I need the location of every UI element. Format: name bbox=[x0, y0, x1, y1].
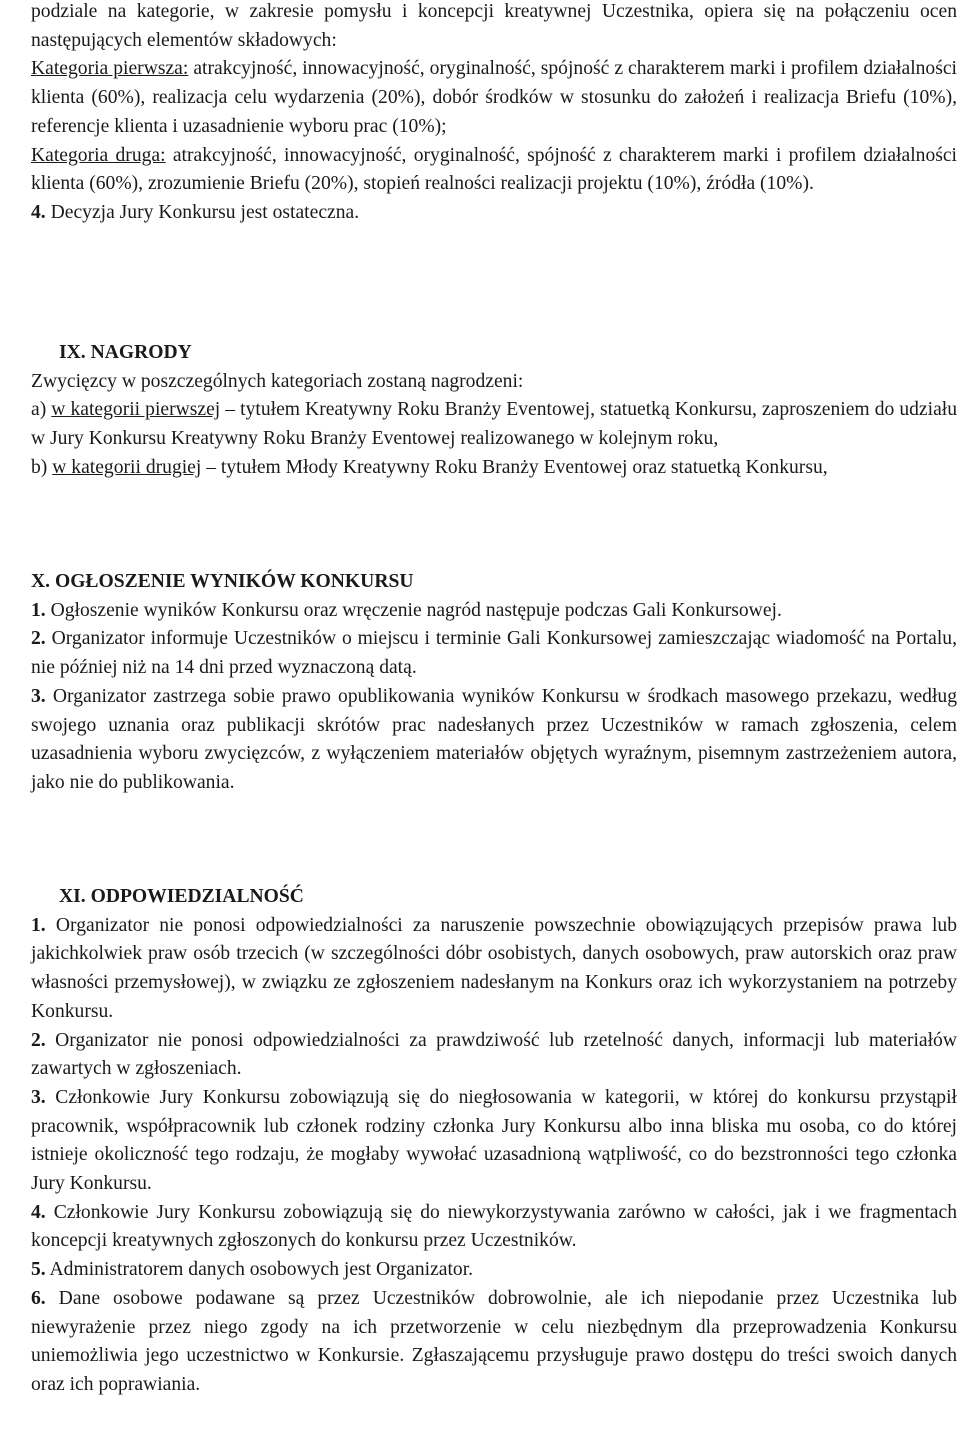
list-marker-b: b) bbox=[31, 456, 53, 478]
section-heading-x: X. OGŁOSZENIE WYNIKÓW KONKURSU bbox=[31, 571, 414, 592]
item-text: Organizator nie ponosi odpowiedzialności za naruszenie powszechnie obowiązujących przepisów prawa lub jakichkolwiek praw osób trzecich (w szczególności dóbr osobistych, danych osobowych, praw autorskich oraz praw własności przemysłowej), w związku ze zgłoszeniem nadesłanym na Konkurs oraz ich wykorzystaniem na potrzeby Konkursu. bbox=[31, 914, 957, 1022]
item-text: Organizator zastrzega sobie prawo opublikowania wyników Konkursu w środkach masowego przekazu, według swojego uznania oraz publikacji skrótów prac nadesłanych przez Uczestników w ramach zgłoszenia, celem uzasadnienia wyboru zwycięzców, z wyłączeniem materiałów objętych wyraźnym, pisemnym zastrzeżeniem autora, jako nie do publikowania. bbox=[31, 685, 957, 793]
section-odpowiedzialnosc bbox=[31, 883, 957, 1400]
category-one-text: atrakcyjność, innowacyjność, oryginalność, spójność z charakterem marki i profilem działalności klienta (60%), realizacja celu wydarzenia (20%), dobór środków w stosunku do założeń i realizacja Briefu (10%), referencje klienta i uzasadnienie wyboru prac (10%); bbox=[31, 58, 957, 137]
jury-decision-item bbox=[31, 199, 957, 228]
category-two-label: Kategoria druga: bbox=[31, 144, 166, 166]
item-text: Organizator nie ponosi odpowiedzialności za prawdziwość lub rzetelność danych, informacji lub materiałów zawartych w zgłoszeniach. bbox=[31, 1029, 957, 1080]
list-item bbox=[31, 1084, 957, 1199]
section-heading-xi: XI. ODPOWIEDZIALNOŚĆ bbox=[59, 886, 304, 907]
prize-category-one bbox=[31, 396, 957, 453]
item-number: 4. bbox=[31, 201, 46, 223]
item-number: 6. bbox=[31, 1287, 46, 1309]
list-item bbox=[31, 912, 957, 1027]
list-item bbox=[31, 1285, 957, 1400]
prizes-intro: Zwycięzcy w poszczególnych kategoriach zostaną nagrodzeni: bbox=[31, 370, 524, 392]
prize-category-two bbox=[31, 454, 957, 483]
section-heading-ix: IX. NAGRODY bbox=[59, 342, 192, 363]
item-number: 3. bbox=[31, 1086, 46, 1108]
list-item bbox=[31, 597, 957, 626]
item-number: 1. bbox=[31, 599, 46, 621]
prize-category-two-label: w kategorii drugiej bbox=[52, 456, 202, 478]
item-text: Administratorem danych osobowych jest Organizator. bbox=[45, 1259, 474, 1281]
category-two-text: atrakcyjność, innowacyjność, oryginalność, spójność z charakterem marki i profilem działalności klienta (60%), zrozumienie Briefu (20%), stopień realności realizacji projektu (10%), źródła (10%). bbox=[31, 144, 958, 195]
list-item bbox=[31, 1256, 957, 1285]
list-item bbox=[31, 683, 957, 798]
category-two-criteria bbox=[31, 142, 957, 199]
list-item bbox=[31, 625, 957, 682]
category-one-criteria bbox=[31, 55, 957, 141]
item-text: Ogłoszenie wyników Konkursu oraz wręczenie nagród następuje podczas Gali Konkursowej. bbox=[45, 599, 782, 621]
list-item bbox=[31, 1199, 957, 1256]
section-nagrody bbox=[31, 339, 957, 483]
item-number: 2. bbox=[31, 628, 46, 650]
item-number: 1. bbox=[31, 914, 46, 936]
scoring-criteria-block bbox=[31, 0, 957, 228]
item-text: Członkowie Jury Konkursu zobowiązują się do niewykorzystywania zarówno w całości, jak i we fragmentach koncepcji kreatywnych zgłoszonych do konkursu przez Uczestników. bbox=[31, 1201, 957, 1252]
item-text: Organizator informuje Uczestników o miejscu i terminie Gali Konkursowej zamieszczając wiadomość na Portalu, nie później niż na 14 dni przed wyznaczoną datą. bbox=[31, 628, 957, 679]
list-marker-a: a) bbox=[31, 399, 52, 421]
item-text: Decyzja Jury Konkursu jest ostateczna. bbox=[45, 201, 360, 223]
list-item bbox=[31, 1027, 957, 1084]
scoring-intro: podziale na kategorie, w zakresie pomysłu i koncepcji kreatywnej Uczestnika, opiera się na połączeniu ocen następujących elementów składowych: bbox=[31, 1, 957, 51]
item-text: Członkowie Jury Konkursu zobowiązują się do niegłosowania w kategorii, w której do konkursu przystąpił pracownik, współpracownik lub członek rodziny członka Jury Konkursu albo inna bliska mu osoba, co do której istnieje okoliczność tego rodzaju, że mogłaby wywołać uzasadnioną wątpliwość, co do bezstronności tego członka Jury Konkursu. bbox=[31, 1086, 957, 1195]
category-one-label: Kategoria pierwsza: bbox=[31, 58, 189, 80]
section-ogloszenie-wynikow bbox=[31, 568, 957, 798]
item-number: 2. bbox=[31, 1029, 46, 1051]
prize-category-two-text: – tytułem Młody Kreatywny Roku Branży Eventowej oraz statuetką Konkursu, bbox=[201, 456, 828, 478]
prize-category-one-label: w kategorii pierwszej bbox=[51, 399, 221, 421]
item-number: 4. bbox=[31, 1201, 46, 1223]
item-text: Dane osobowe podawane są przez Uczestników dobrowolnie, ale ich niepodanie przez Uczestnika lub niewyrażenie przez niego zgody na ich przetworzenie w celu niezbędnym dla przeprowadzenia Konkursu uniemożliwia jego uczestnictwo w Konkursie. Zgłaszającemu przysługuje prawo dostępu do treści swoich danych oraz ich poprawiania. bbox=[31, 1287, 957, 1395]
prize-category-one-text: – tytułem Kreatywny Roku Branży Eventowej, statuetką Konkursu, zaproszeniem do udziału w Jury Konkursu Kreatywny Roku Branży Eventowej realizowanego w kolejnym roku, bbox=[31, 399, 958, 450]
item-number: 3. bbox=[31, 685, 46, 707]
item-number: 5. bbox=[31, 1259, 46, 1281]
